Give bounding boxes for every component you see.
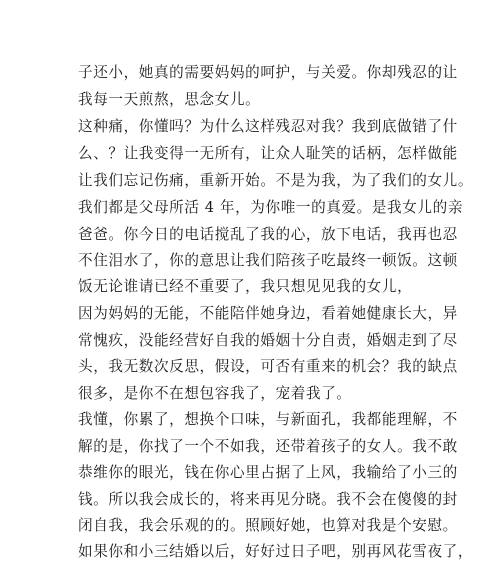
text-line: 常愧疚，没能经营好自我的婚姻十分自责，婚姻走到了尽 (78, 332, 458, 349)
text-line: 我懂，你累了，想换个口味，与新面孔，我都能理解，不 (78, 411, 458, 428)
text-line: 头，我无数次反思，假设，可否有重来的机会？我的缺点 (78, 358, 458, 375)
text-line: 很多，是你不在想包容我了，宠着我了。 (78, 385, 352, 402)
text-line: 这种痛，你懂吗？为什么这样残忍对我？我到底做错了什 (78, 118, 458, 135)
text-line: 闭自我，我会乐观的的。照顾好她，也算对我是个安慰。 (78, 517, 458, 534)
text-line: 如果你和小三结婚以后，好好过日子吧，别再风花雪夜了， (78, 543, 474, 560)
text-line: 因为妈妈的无能，不能陪伴她身边，看着她健康长大，异 (78, 305, 458, 322)
text-line: 让我们忘记伤痛，重新开始。不是为我，为了我们的女儿。 (78, 172, 474, 189)
text-line: 我每一天煎熬，思念女儿。 (78, 91, 261, 108)
text-line: 爸爸。你今日的电话搅乱了我的心，放下电话，我再也忍 (78, 226, 458, 243)
text-line: 解的是，你找了一个不如我，还带着孩子的女人。我不敢 (78, 438, 458, 455)
text-line: 么、？让我变得一无所有，让众人耻笑的话柄，怎样做能 (78, 145, 458, 162)
text-line: 恭维你的眼光，钱在你心里占据了上风，我输给了小三的 (78, 464, 458, 481)
text-line: 子还小，她真的需要妈妈的呵护，与关爱。你却残忍的让 (78, 64, 458, 81)
text-line: 钱。所以我会成长的，将来再见分晓。我不会在傻傻的封 (78, 491, 458, 508)
text-line: 我们都是父母所活 4 年，为你唯一的真爱。是我女儿的亲 (78, 199, 464, 216)
text-line: 不住泪水了，你的意思让我们陪孩子吃最终一顿饭。这顿 (78, 252, 458, 269)
text-line: 饭无论谁请已经不重要了，我只想见见我的女儿， (78, 278, 413, 295)
